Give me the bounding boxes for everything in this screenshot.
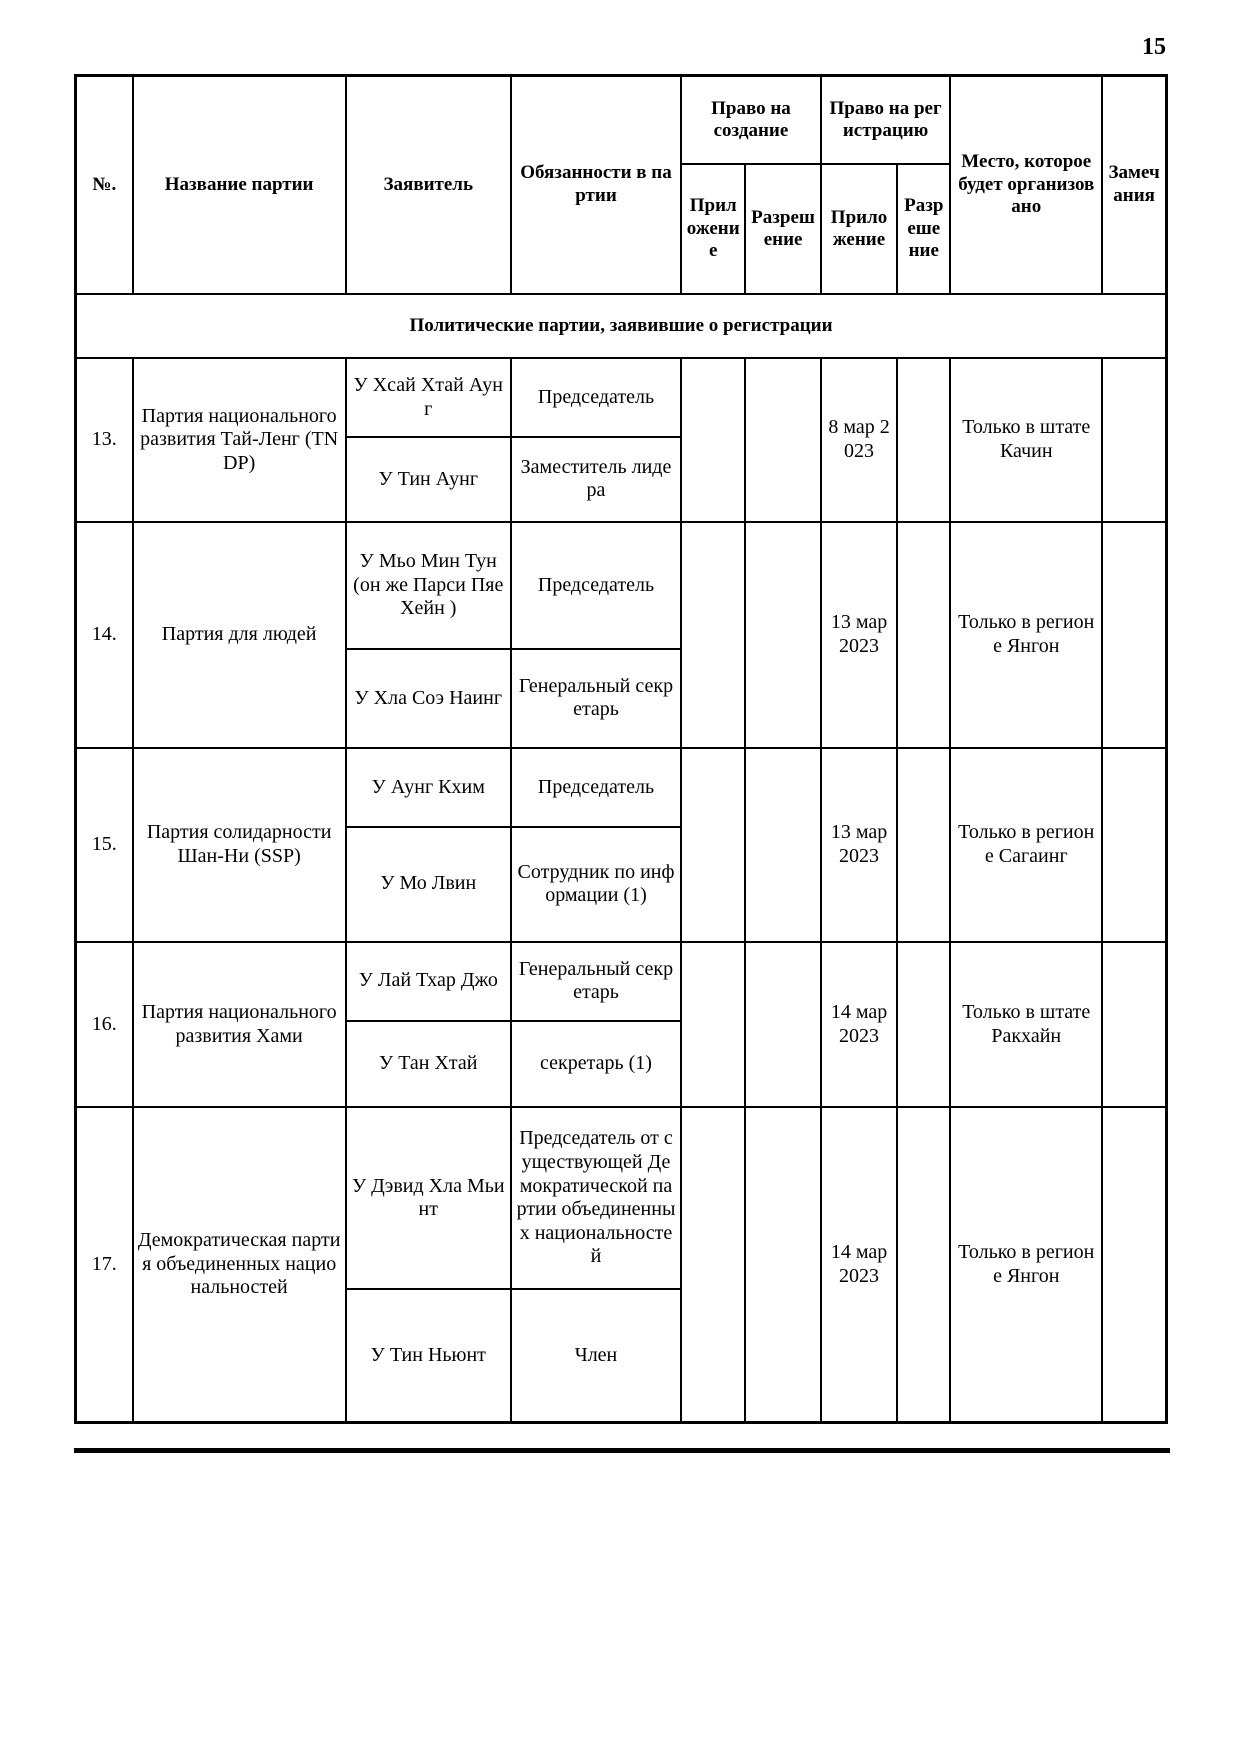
duty: Генеральный секретарь: [511, 649, 681, 748]
registration-date: 13 мар 2023: [821, 748, 897, 942]
section-title: Политические партии, заявившие о регистрации: [76, 294, 1167, 359]
table-row: [76, 358, 1167, 437]
applicant: У Хла Соэ Наинг: [346, 649, 511, 748]
permission-create-cell: [745, 522, 820, 748]
remarks-cell: [1102, 358, 1166, 522]
table-row: [76, 748, 1167, 827]
duty: Председатель от существующей Демократической партии объединенных национальностей: [511, 1107, 681, 1289]
permission-register-cell: [897, 1107, 950, 1422]
header-duties: Обязанности в партии: [511, 76, 681, 294]
duty: Генеральный секретарь: [511, 942, 681, 1021]
party-name: Партия солидарности Шан-Ни (SSP): [133, 748, 346, 942]
registration-date: 14 мар 2023: [821, 1107, 897, 1422]
place: Только в регионе Янгон: [950, 522, 1102, 748]
bottom-rule: [74, 1448, 1170, 1453]
table-row: [76, 1107, 1167, 1289]
header-right-create: Право на создание: [681, 76, 821, 165]
party-name: Партия национального развития Хами: [133, 942, 346, 1108]
applicant: У Тин Аунг: [346, 437, 511, 522]
applicant: У Мьо Мин Тун (он же Парси Пяе Хейн ): [346, 522, 511, 649]
application-create-cell: [681, 748, 745, 942]
application-create-cell: [681, 942, 745, 1108]
remarks-cell: [1102, 522, 1166, 748]
party-number: 17.: [76, 1107, 133, 1422]
permission-create-cell: [745, 358, 820, 522]
duty: Председатель: [511, 358, 681, 437]
header-permission-register: Разрешение: [897, 164, 950, 293]
party-name: Партия национального развития Тай-Ленг (TNDP): [133, 358, 346, 522]
header-application-register: Приложение: [821, 164, 897, 293]
remarks-cell: [1102, 942, 1166, 1108]
permission-register-cell: [897, 748, 950, 942]
header-permission-create: Разрешение: [745, 164, 820, 293]
header-applicant: Заявитель: [346, 76, 511, 294]
duty: секретарь (1): [511, 1021, 681, 1108]
header-row: [76, 76, 1167, 165]
page-number: 15: [1142, 34, 1166, 60]
permission-create-cell: [745, 748, 820, 942]
party-number: 14.: [76, 522, 133, 748]
header-number: №.: [76, 76, 133, 294]
place: Только в регионе Янгон: [950, 1107, 1102, 1422]
place: Только в штате Ракхайн: [950, 942, 1102, 1108]
party-number: 15.: [76, 748, 133, 942]
applicant: У Хсай Хтай Аунг: [346, 358, 511, 437]
header-right-register: Право на регистрацию: [821, 76, 951, 165]
applicant: У Дэвид Хла Мьинт: [346, 1107, 511, 1289]
remarks-cell: [1102, 748, 1166, 942]
party-name: Демократическая партия объединенных национальностей: [133, 1107, 346, 1422]
duty: Член: [511, 1289, 681, 1422]
applicant: У Тин Ньюнт: [346, 1289, 511, 1422]
permission-create-cell: [745, 1107, 820, 1422]
permission-create-cell: [745, 942, 820, 1108]
party-registration-table: [74, 74, 1168, 1424]
party-number: 16.: [76, 942, 133, 1108]
duty: Сотрудник по информации (1): [511, 827, 681, 942]
application-create-cell: [681, 358, 745, 522]
section-row: [76, 294, 1167, 359]
applicant: У Тан Хтай: [346, 1021, 511, 1108]
permission-register-cell: [897, 358, 950, 522]
application-create-cell: [681, 522, 745, 748]
duty: Председатель: [511, 748, 681, 827]
place: Только в регионе Сагаинг: [950, 748, 1102, 942]
header-place: Место, которое будет организовано: [950, 76, 1102, 294]
registration-date: 14 мар 2023: [821, 942, 897, 1108]
applicant: У Лай Тхар Джо: [346, 942, 511, 1021]
registration-date: 13 мар 2023: [821, 522, 897, 748]
registration-date: 8 мар 2023: [821, 358, 897, 522]
place: Только в штате Качин: [950, 358, 1102, 522]
header-remarks: Замечания: [1102, 76, 1166, 294]
application-create-cell: [681, 1107, 745, 1422]
table-row: [76, 522, 1167, 649]
applicant: У Мо Лвин: [346, 827, 511, 942]
party-name: Партия для людей: [133, 522, 346, 748]
permission-register-cell: [897, 522, 950, 748]
permission-register-cell: [897, 942, 950, 1108]
duty: Председатель: [511, 522, 681, 649]
remarks-cell: [1102, 1107, 1166, 1422]
party-number: 13.: [76, 358, 133, 522]
header-party-name: Название партии: [133, 76, 346, 294]
table-row: [76, 942, 1167, 1021]
applicant: У Аунг Кхим: [346, 748, 511, 827]
duty: Заместитель лидера: [511, 437, 681, 522]
header-application-create: Приложение: [681, 164, 745, 293]
